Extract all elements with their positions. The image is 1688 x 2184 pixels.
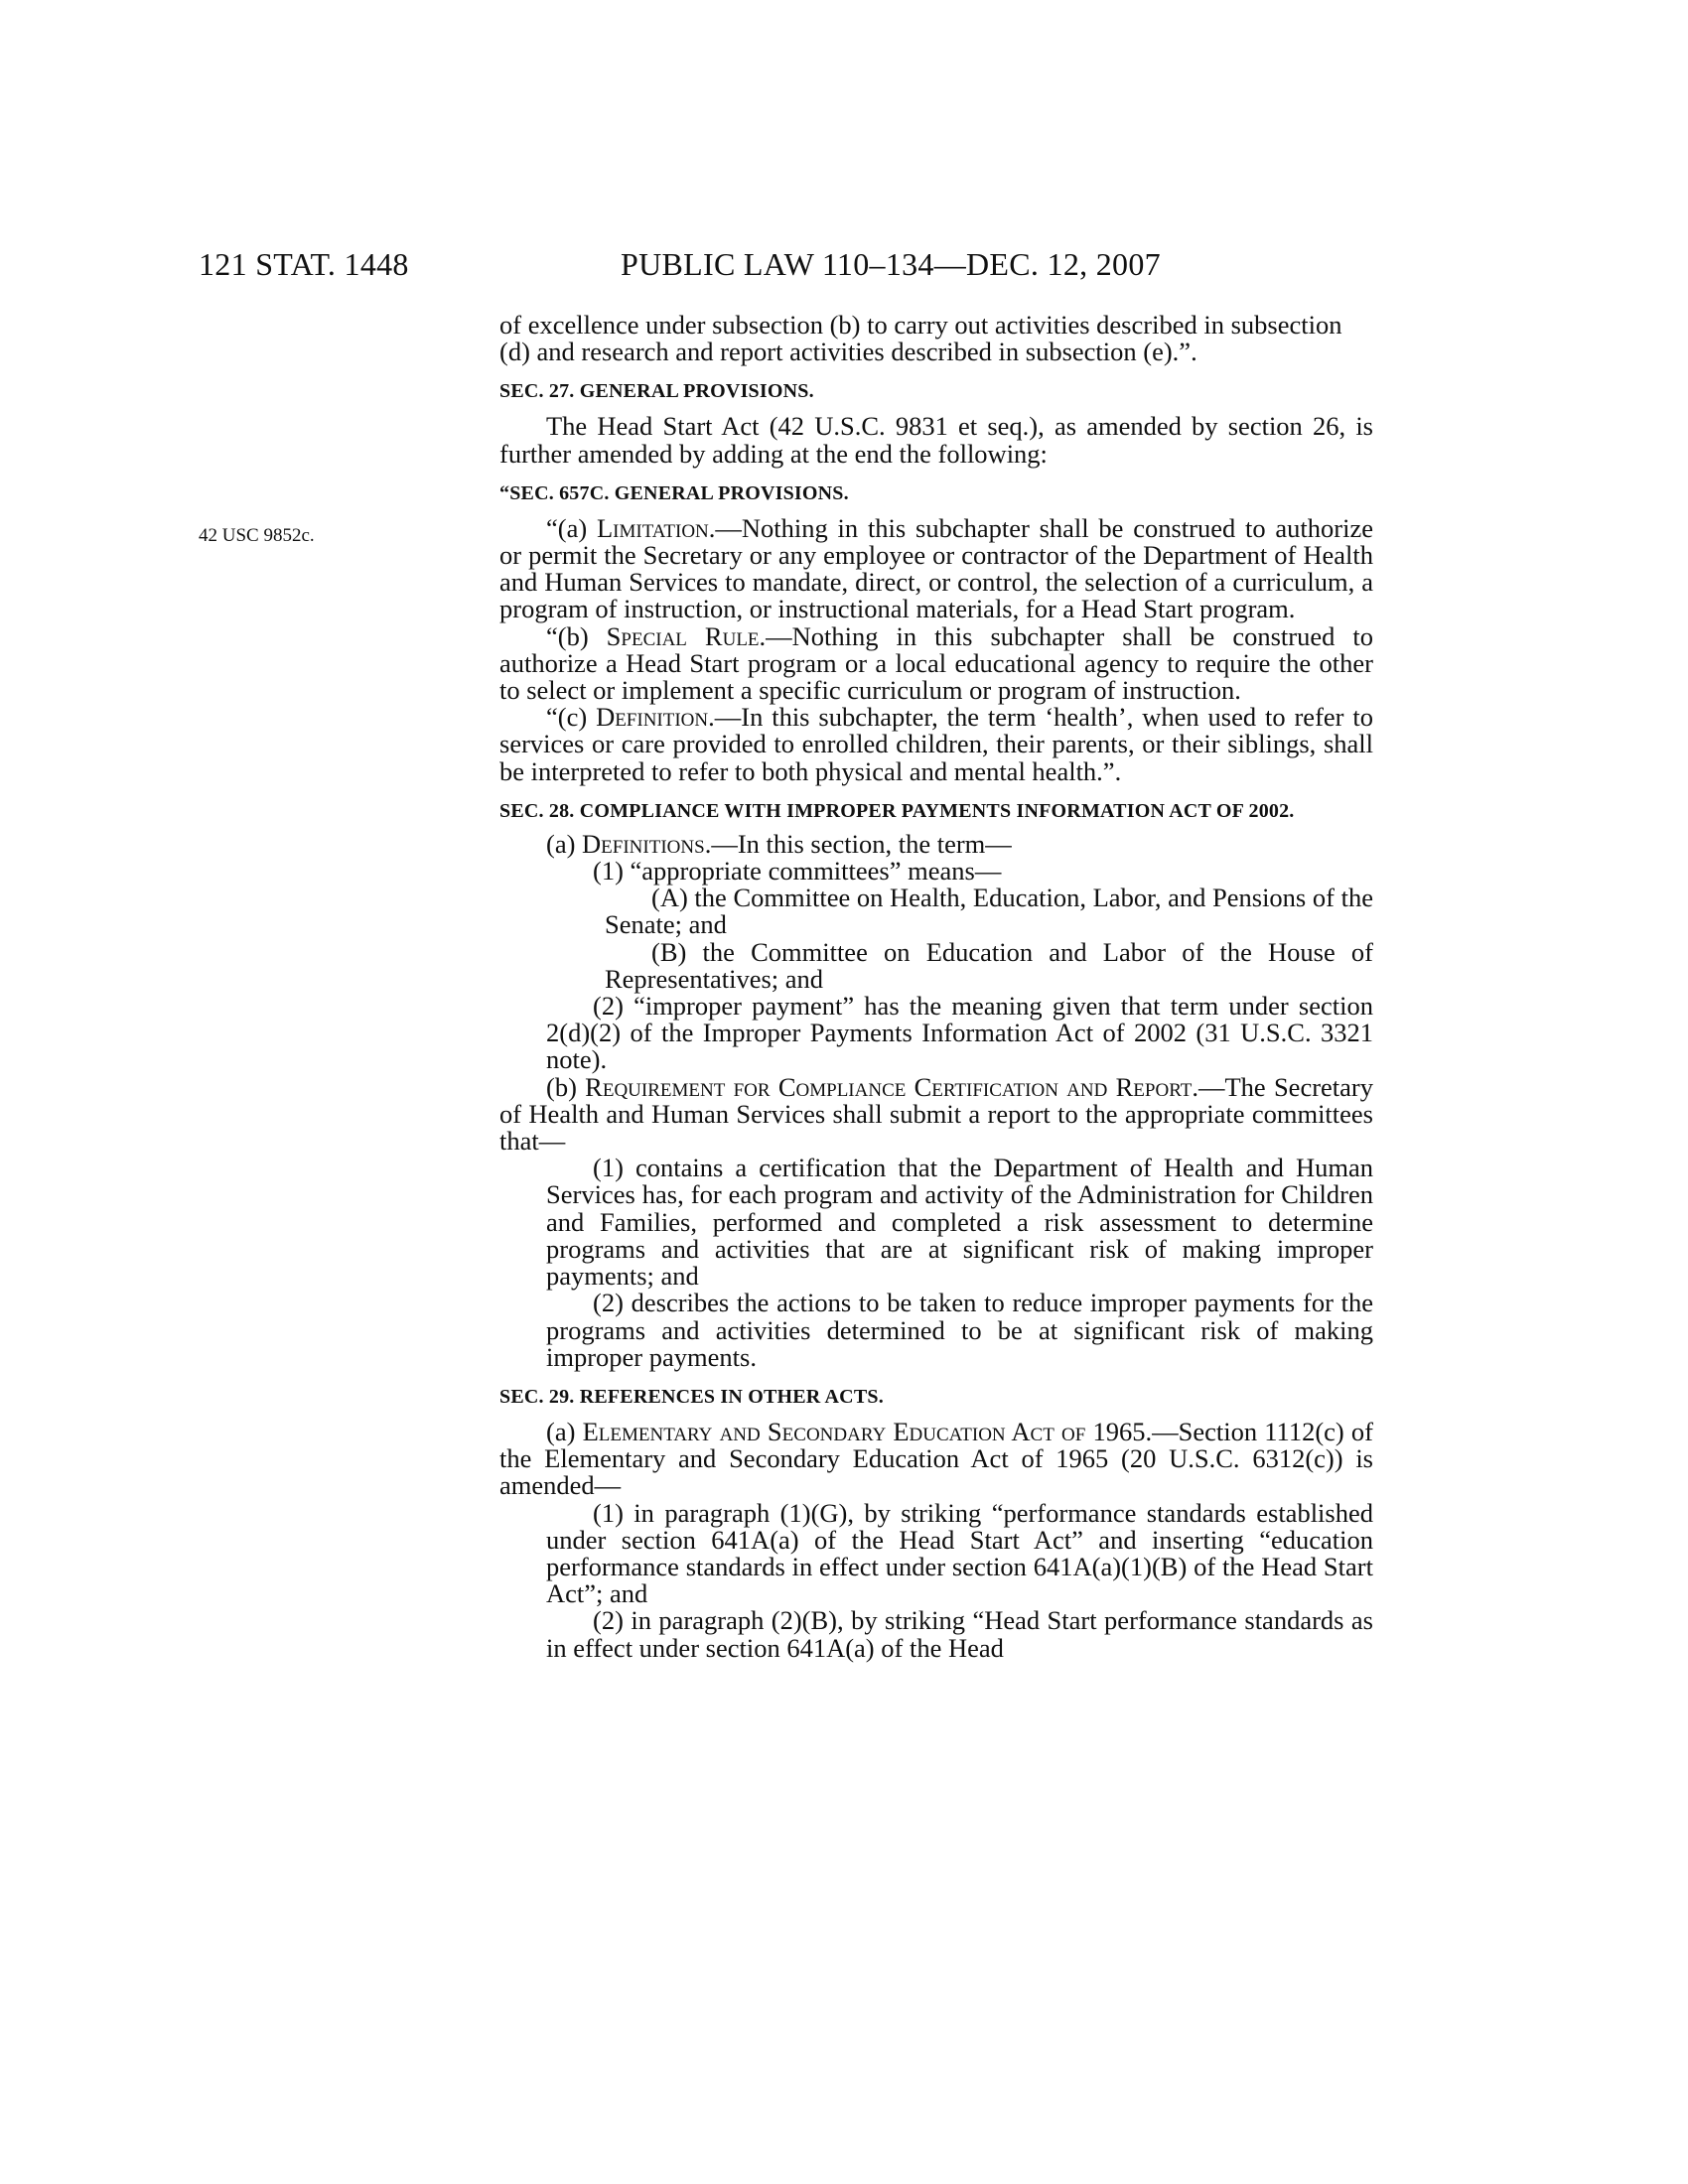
subsection-term: Special Rule: [606, 620, 760, 651]
margin-usc-note: 42 USC 9852c.: [199, 525, 315, 546]
s28-a-1-B: (B) the Committee on Education and Labor of the House of Representatives; and: [605, 936, 1373, 994]
continued-paragraph: of excellence under subsection (b) to carry out activities described in subsection (d) and research and report activities described in subsection (e).”.: [499, 310, 1342, 367]
subsection-c-definition: [499, 704, 1373, 785]
subsection-label: “(b): [546, 620, 607, 651]
subsection-text: .—In this subchapter, the term ‘health’, when used to refer to services or care provided to enrolled children, their parents, or their siblings, shall be interpreted to refer to both physical and mental health.”.: [499, 702, 1373, 786]
section-heading-29: SEC. 29. REFERENCES IN OTHER ACTS.: [499, 1385, 884, 1408]
s29-subsection-a: [499, 1416, 1373, 1501]
subsection-term: Definitions: [582, 828, 705, 859]
s28-b-paragraph-1: (1) contains a certification that the Department of Health and Human Services has, for each program and activity of the Administration for Children and Families, performed and completed a risk assessment to determine programs and activities that are at significant risk of making improper payments; and: [546, 1153, 1373, 1292]
subsection-text: .—In this section, the term—: [704, 828, 1012, 859]
section-heading-28: SEC. 28. COMPLIANCE WITH IMPROPER PAYMENTS INFORMATION ACT OF 2002.: [499, 799, 1295, 822]
subsection-term: Requirement for Compliance Certification and Report: [585, 1071, 1193, 1102]
subsection-text: .—Section 1112(c) of the Elementary and Secondary Education Act of 1965 (20 U.S.C. 6312(c)) is amended—: [499, 1416, 1373, 1501]
section-heading-657c: “SEC. 657C. GENERAL PROVISIONS.: [499, 481, 849, 504]
subsection-text: .—The Secretary of Health and Human Services shall submit a report to the appropriate committees that—: [499, 1071, 1373, 1157]
text-column: [499, 312, 1373, 1662]
subsection-term: Definition: [596, 702, 709, 733]
s29-a-paragraph-2: (2) in paragraph (2)(B), by striking “Head Start performance standards as in effect under section 641A(a) of the Head: [546, 1605, 1373, 1663]
s28-subsection-a: [499, 828, 1373, 859]
running-header: PUBLIC LAW 110–134—DEC. 12, 2007: [621, 246, 1161, 282]
subsection-text: .—Nothing in this subchapter shall be construed to authorize or permit the Secretary or any employee or contractor of the Department of Health and Human Services to mandate, direct, or control, the selection of a curriculum, a program of instruction, or instructional materials, for a Head Start program.: [499, 512, 1373, 624]
subsection-term: Limitation: [596, 512, 709, 543]
s28-a-1-A: (A) the Committee on Health, Education, Labor, and Pensions of the Senate; and: [605, 883, 1373, 940]
subsection-label: (a): [546, 828, 583, 859]
section-27-text: The Head Start Act (42 U.S.C. 9831 et seq.), as amended by section 26, is further amended by adding at the end the following:: [499, 411, 1373, 469]
subsection-term: Elementary and Secondary Education Act of 1965: [582, 1416, 1146, 1446]
section-heading-27: SEC. 27. GENERAL PROVISIONS.: [499, 380, 814, 403]
s28-b-paragraph-2: (2) describes the actions to be taken to reduce improper payments for the programs and activities determined to be at significant risk of making improper payments.: [546, 1288, 1373, 1372]
subsection-label: “(a): [546, 512, 597, 543]
subsection-label: (a): [546, 1416, 583, 1446]
subsection-b-special-rule: [499, 620, 1373, 706]
s28-subsection-b: [499, 1071, 1373, 1157]
subsection-text: .—Nothing in this subchapter shall be construed to authorize a Head Start program or a local educational agency to require the other to select or implement a specific curriculum or program of instruction.: [499, 620, 1373, 706]
s28-a-paragraph-2: (2) “improper payment” has the meaning given that term under section 2(d)(2) of the Improper Payments Information Act of 2002 (31 U.S.C. 3321 note).: [546, 991, 1373, 1075]
page-stat-citation: 121 STAT. 1448: [199, 246, 409, 282]
s28-a-paragraph-1: (1) “appropriate committees” means—: [593, 856, 1002, 887]
subsection-label: “(c): [546, 702, 597, 733]
subsection-a-limitation: [499, 512, 1373, 624]
subsection-label: (b): [546, 1071, 586, 1102]
s29-a-paragraph-1: (1) in paragraph (1)(G), by striking “performance standards established under section 641A(a) of the Head Start Act” and inserting “education performance standards in effect under section 641A(a)(1)(B) of the Head Start Act”; and: [546, 1497, 1373, 1609]
